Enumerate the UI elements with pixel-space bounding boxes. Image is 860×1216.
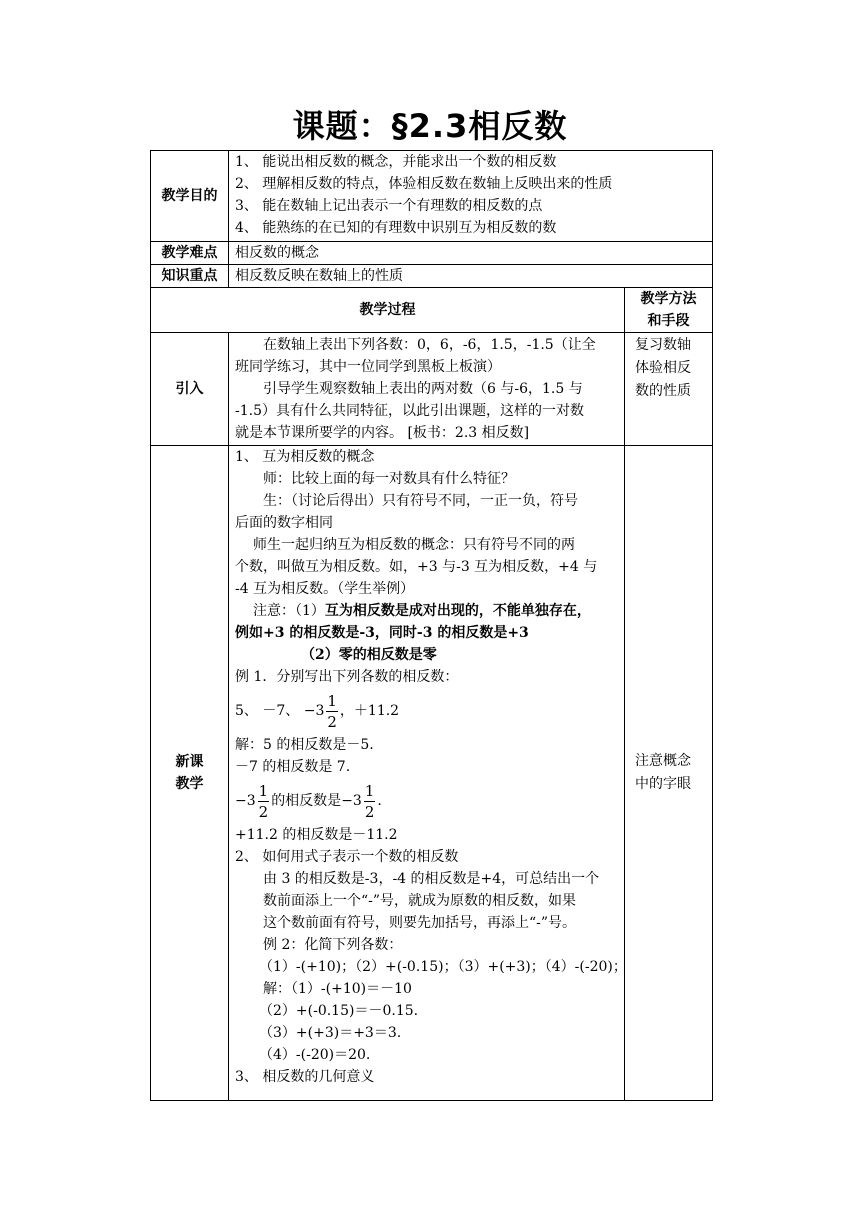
- intro-row: [151, 333, 713, 446]
- note-line: [235, 600, 618, 622]
- intro-method-line: 数的性质: [635, 383, 691, 399]
- solution-line: （3）+(+3)＝+3＝3.: [259, 1025, 402, 1041]
- answer-fraction-line: [235, 778, 618, 824]
- objective-item: 2、 理解相反数的特点，体验相反数在数轴上反映出来的性质: [235, 176, 613, 192]
- process-header: 教学过程: [151, 288, 625, 333]
- difficulty-row: [151, 242, 713, 265]
- new-lesson-label-line: 新课: [175, 754, 204, 770]
- intro-line: 班同学练习，其中一位同学到黑板上板演）: [235, 359, 501, 375]
- key-point-row: [151, 265, 713, 288]
- answer-line: 解：5 的相反数是－5.: [235, 737, 374, 753]
- answer-line: －7 的相反数是 7.: [235, 759, 351, 775]
- objectives-row: [151, 151, 713, 242]
- fraction: [326, 691, 338, 732]
- answer-neg: −3: [235, 793, 256, 809]
- new-lesson-label-line: 教学: [175, 776, 204, 792]
- section2-line: 数前面添上一个“-”号，就成为原数的相反数，如果: [263, 893, 577, 909]
- example-title: 例 1．分别写出下列各数的相反数：: [235, 669, 459, 685]
- student-line: 生：（讨论后得出）只有符号不同，一正一负，符号: [263, 493, 578, 509]
- note-zero: （2）零的相反数是零: [301, 647, 437, 663]
- fraction-denominator: 2: [327, 712, 337, 731]
- new-lesson-label: [151, 446, 229, 1101]
- intro-content: [229, 333, 625, 446]
- answer-mid: 的相反数是: [271, 793, 342, 809]
- intro-line: 引导学生观察数轴上表出的两对数（6 与-6，1.5 与: [263, 381, 583, 397]
- teacher-line: 师：比较上面的每一对数具有什么特征？: [263, 471, 515, 487]
- key-point-text: 相反数反映在数轴上的性质: [229, 265, 713, 288]
- key-point-label: 知识重点: [151, 265, 229, 288]
- summary-line: -4 互为相反数。（学生举例）: [235, 581, 415, 597]
- objectives-cell: [229, 151, 713, 242]
- section-title: 2、 如何用式子表示一个数的相反数: [235, 849, 459, 865]
- process-header-row: [151, 288, 713, 333]
- note-bold-line: 例如+3 的相反数是-3，同时-3 的相反数是+3: [235, 625, 529, 641]
- intro-line: 就是本节课所要学的内容。 [板书：2.3 相反数]: [235, 425, 530, 441]
- student-line: 后面的数字相同: [235, 515, 333, 531]
- summary-line: 个数，叫做互为相反数。如，+3 与-3 互为相反数，+4 与: [235, 559, 598, 575]
- solution-line: 解：（1）-(+10)＝－10: [263, 981, 412, 997]
- section-title: 1、 互为相反数的概念: [235, 449, 375, 465]
- objective-item: 3、 能在数轴上记出表示一个有理数的相反数的点: [235, 198, 543, 214]
- solution-line: （4）-(-20)＝20.: [259, 1047, 371, 1063]
- fraction-numerator: 1: [364, 781, 375, 800]
- intro-line: -1.5）具有什么共同特征，以此引出课题，这样的一对数: [235, 403, 584, 419]
- answer-end: .: [377, 793, 382, 809]
- objective-item: 4、 能熟练的在已知的有理数中识别互为相反数的数: [235, 220, 557, 236]
- intro-method-line: 体验相反: [635, 360, 691, 376]
- lesson-plan-table: [150, 150, 713, 1101]
- intro-method: [625, 333, 713, 446]
- method-header-line: 和手段: [647, 313, 690, 329]
- new-lesson-row: [151, 446, 713, 1101]
- example2-title: 例 2：化简下列各数：: [263, 937, 403, 953]
- section2-line: 这个数前面有符号，则要先加括号，再添上“-”号。: [263, 915, 577, 931]
- fraction-numerator: 1: [258, 781, 269, 800]
- method-header: [625, 288, 713, 333]
- objective-item: 1、 能说出相反数的概念，并能求出一个数的相反数: [235, 154, 557, 170]
- example-list-prefix: 5、 －7、 −3: [235, 703, 325, 719]
- section-title: 3、 相反数的几何意义: [235, 1069, 375, 1085]
- note-prefix: 注意：（1）: [253, 603, 325, 619]
- difficulty-label: 教学难点: [151, 242, 229, 265]
- fraction-numerator: 1: [327, 691, 337, 710]
- objectives-label: 教学目的: [151, 151, 229, 242]
- answer-neg: −3: [341, 793, 362, 809]
- example-list-suffix: ，＋11.2: [339, 703, 400, 719]
- section2-line: 由 3 的相反数是-3，-4 的相反数是+4，可总结出一个: [263, 871, 600, 887]
- difficulty-text: 相反数的概念: [229, 242, 713, 265]
- intro-line: 在数轴上表出下列各数：0，6，-6，1.5，-1.5（让全: [263, 337, 596, 353]
- new-lesson-method-line: 注意概念: [635, 753, 691, 769]
- example2-items: （1）-(+10)；（2）+(-0.15)；（3）+(+3)；（4）-(-20)；: [259, 959, 627, 975]
- method-header-line: 教学方法: [640, 291, 697, 307]
- fraction: [364, 781, 376, 822]
- answer-line: +11.2 的相反数是－11.2: [235, 827, 398, 843]
- solution-line: （2）+(-0.15)＝－0.15.: [259, 1003, 419, 1019]
- intro-method-line: 复习数轴: [635, 337, 691, 353]
- fraction-denominator: 2: [364, 802, 375, 821]
- note-bold: 互为相反数是成对出现的，不能单独存在，: [324, 603, 591, 619]
- new-lesson-content: [229, 446, 625, 1101]
- new-lesson-method-line: 中的字眼: [635, 776, 691, 792]
- example-list: [235, 688, 618, 734]
- fraction: [258, 781, 270, 822]
- fraction-denominator: 2: [258, 802, 269, 821]
- summary-line: 师生一起归纳互为相反数的概念：只有符号不同的两: [253, 537, 575, 553]
- intro-label: 引入: [151, 333, 229, 446]
- page-title: 课题：§2.3相反数: [292, 107, 568, 145]
- new-lesson-method: [625, 446, 713, 1101]
